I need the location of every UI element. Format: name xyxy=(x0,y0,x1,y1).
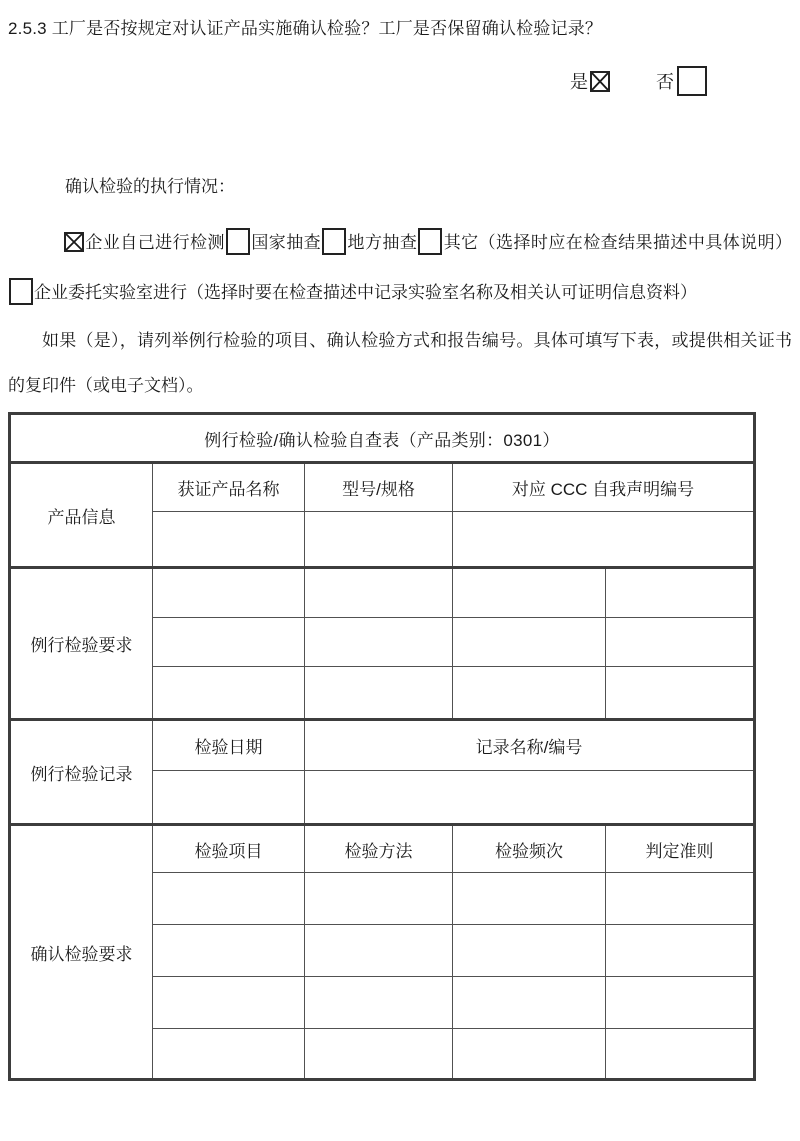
fillable-empty-cell[interactable] xyxy=(153,1029,305,1080)
checkbox-option-2[interactable] xyxy=(226,228,250,255)
option-label-2: 国家抽查 xyxy=(250,233,322,252)
fillable-empty-cell[interactable] xyxy=(153,977,305,1029)
fillable-empty-cell[interactable] xyxy=(606,667,755,720)
fillable-empty-cell[interactable] xyxy=(153,771,305,825)
fillable-empty-cell[interactable] xyxy=(606,568,755,618)
fillable-empty-cell[interactable] xyxy=(305,873,453,925)
yes-label: 是 xyxy=(570,72,588,92)
table-row xyxy=(10,720,755,771)
table-row xyxy=(10,463,755,512)
x-mark-icon xyxy=(66,234,82,250)
checkbox-option-5[interactable] xyxy=(9,278,33,305)
fillable-empty-cell[interactable] xyxy=(305,977,453,1029)
fillable-empty-cell[interactable] xyxy=(453,512,755,568)
fillable-empty-cell[interactable] xyxy=(606,618,755,667)
fillable-empty-cell[interactable] xyxy=(453,568,606,618)
option-label-4: 其它（选择时应在检查结果描述中具体说明） xyxy=(443,233,793,252)
execution-status-heading: 确认检验的执行情况： xyxy=(65,177,235,196)
yes-group xyxy=(570,68,610,94)
self-check-table xyxy=(8,412,756,1081)
table-row xyxy=(10,825,755,873)
fillable-empty-cell[interactable] xyxy=(305,925,453,977)
fillable-empty-cell[interactable] xyxy=(453,873,606,925)
table-title-row xyxy=(10,414,755,463)
x-mark-icon xyxy=(592,73,608,90)
fillable-empty-cell[interactable] xyxy=(153,512,305,568)
section-label-routine-inspection-requirements: 例行检验要求 xyxy=(10,568,153,720)
fillable-empty-cell[interactable] xyxy=(453,618,606,667)
option-label-3: 地方抽查 xyxy=(347,233,418,252)
yes-no-row xyxy=(570,64,792,98)
fillable-empty-cell[interactable] xyxy=(153,925,305,977)
header-inspection-date: 检验日期 xyxy=(153,720,305,771)
fillable-empty-cell[interactable] xyxy=(453,977,606,1029)
fillable-empty-cell[interactable] xyxy=(453,1029,606,1080)
header-inspection-method: 检验方法 xyxy=(305,825,453,873)
fillable-empty-cell[interactable] xyxy=(606,1029,755,1080)
fillable-empty-cell[interactable] xyxy=(606,873,755,925)
table-title: 例行检验/确认检验自查表（产品类别：0301） xyxy=(10,414,755,463)
if-yes-note: 如果（是），请列举例行检验的项目、确认检验方式和报告编号。具体可填写下表，或提供相关证书的复印件（或电子文档）。 xyxy=(8,331,792,395)
fillable-empty-cell[interactable] xyxy=(305,667,453,720)
fillable-empty-cell[interactable] xyxy=(153,618,305,667)
checkbox-option-1[interactable] xyxy=(64,232,84,252)
table-body xyxy=(10,414,755,1080)
option-label-5: 企业委托实验室进行（选择时要在检查描述中记录实验室名称及相关认可证明信息资料） xyxy=(34,283,697,302)
fillable-empty-cell[interactable] xyxy=(305,618,453,667)
fillable-empty-cell[interactable] xyxy=(305,1029,453,1080)
fillable-empty-cell[interactable] xyxy=(453,925,606,977)
no-label: 否 xyxy=(656,72,674,92)
checkbox-no[interactable] xyxy=(677,66,707,96)
header-inspection-frequency: 检验频次 xyxy=(453,825,606,873)
header-inspection-item: 检验项目 xyxy=(153,825,305,873)
section-label-routine-inspection-records: 例行检验记录 xyxy=(10,720,153,825)
fillable-empty-cell[interactable] xyxy=(153,667,305,720)
option-label-1: 企业自己进行检测 xyxy=(85,233,225,252)
checkbox-option-3[interactable] xyxy=(322,228,346,255)
checkbox-option-4[interactable] xyxy=(418,228,442,255)
fillable-empty-cell[interactable] xyxy=(606,925,755,977)
question-2-5-3: 2.5.3 工厂是否按规定对认证产品实施确认检验？工厂是否保留确认检验记录？ xyxy=(8,19,603,38)
fillable-empty-cell[interactable] xyxy=(153,568,305,618)
header-record-name-number: 记录名称/编号 xyxy=(305,720,755,771)
no-group xyxy=(656,66,707,96)
fillable-empty-cell[interactable] xyxy=(606,977,755,1029)
header-judgment-criteria: 判定准则 xyxy=(606,825,755,873)
fillable-empty-cell[interactable] xyxy=(305,771,755,825)
header-certified-product-name: 获证产品名称 xyxy=(153,463,305,512)
section-label-product-info: 产品信息 xyxy=(10,463,153,568)
fillable-empty-cell[interactable] xyxy=(153,873,305,925)
header-ccc-self-declaration-no: 对应 CCC 自我声明编号 xyxy=(453,463,755,512)
fillable-empty-cell[interactable] xyxy=(305,512,453,568)
inspection-options-paragraph xyxy=(8,218,792,318)
table-row xyxy=(10,568,755,618)
section-label-confirmation-inspection-requirements: 确认检验要求 xyxy=(10,825,153,1080)
fillable-empty-cell[interactable] xyxy=(453,667,606,720)
header-model-spec: 型号/规格 xyxy=(305,463,453,512)
fillable-empty-cell[interactable] xyxy=(305,568,453,618)
checkbox-yes[interactable] xyxy=(590,71,610,92)
